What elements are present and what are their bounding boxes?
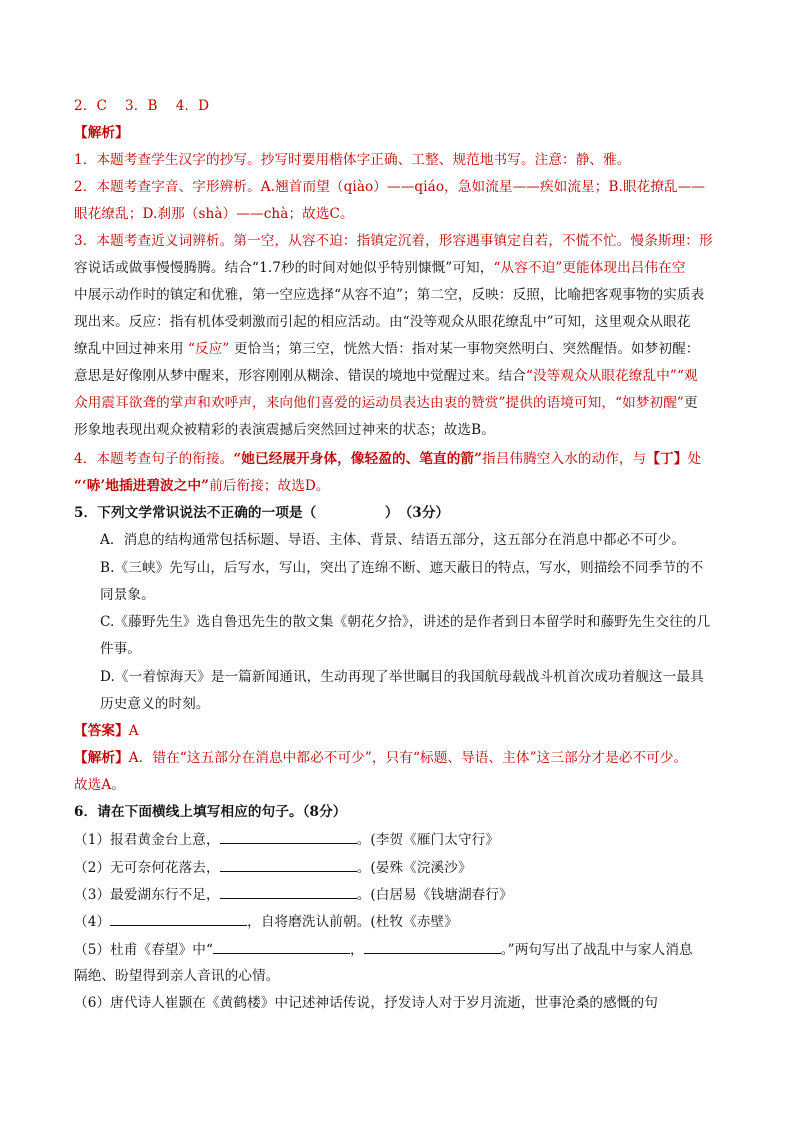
text-run: （4） [74,914,111,930]
question-6-item-2 [74,858,472,877]
analysis-label: 【解析】 [74,125,129,141]
text-run-red: 前后衔接；故选D。 [209,478,330,494]
question-5-option-a: A．消息的结构通常包括标题、导语、主体、背景、结语五部分，这五部分在消息中都必不可少。 [100,532,686,548]
answer-blank[interactable] [220,885,357,899]
text-run-red: 4．本题考查句子的衔接。 [74,451,234,467]
answer-blank[interactable] [364,940,501,954]
analysis-item-3-line6 [74,367,698,385]
analysis-item-3-line4: 现出来。反应：指有机体受刺激而引起的相应活动。由“没等观众从眼花缭乱中”可知，这里观众从眼花 [74,314,691,330]
text-run-red: “反应” [187,341,230,357]
text-run: 。(李贺《雁门太守行》 [356,832,500,848]
question-6-item-5-line2: 隔绝、盼望得到亲人音讯的心情。 [74,968,280,984]
answer-blank[interactable] [110,912,247,926]
question-5-option-b-line1: B.《三峡》先写山，后写水，写山，突出了连绵不断、遮天蔽日的特点，写水，则描绘不同季节的不 [100,560,704,576]
analysis-item-3-line3: 中展示动作时的镇定和优雅，第一空应选择“从容不迫”；第二空，反映：反照，比喻把客观事物的实质表 [74,287,705,303]
text-run: 。(白居易《钱塘湖春行》 [356,887,513,903]
text-run-red: A．错在“这五部分在消息中都必不可少”，只有“标题、导语、主体”这三部分才是必不可少。 [128,750,688,766]
text-run: 意思是好像刚从梦中醒来，形容刚刚从糊涂、错误的境地中觉醒过来。结合 [74,368,526,384]
analysis-item-3-line8: 形象地表现出观众被精彩的表演震撼后突然回过神来的状态；故选B。 [74,422,495,438]
analysis-item-4-line1 [74,450,701,468]
answer-blank[interactable] [213,940,350,954]
analysis-item-3-line2 [74,259,686,277]
text-run: （1）报君黄金台上意， [74,832,220,848]
text-run-red: 指吕伟腾空入水的动作，与 [482,451,647,467]
answer-value: A [128,723,139,739]
question-6-item-4 [74,912,458,931]
answer-label: 【答案】 [74,723,129,739]
text-run-red-bold: “‘哧’地插进碧波之中” [74,478,210,494]
analysis-item-3-line1: 3．本题考查近义词辨析。第一空，从容不迫：指镇定沉着，形容遇事镇定自若，不慌不忙。慢条斯理：形 [74,233,713,249]
text-run: ， [350,942,364,958]
question-6-item-6-line1: （6）唐代诗人崔颢在《黄鹤楼》中记述神话传说，抒发诗人对于岁月流逝，世事沧桑的感慨的句 [74,995,658,1011]
text-run: 缭乱中回过神来用 [74,341,184,357]
answer-blank[interactable] [220,858,357,872]
answer-key-2-4: 2．C 3．B 4．D [74,98,210,114]
question-5-option-d-line2: 历史意义的时刻。 [100,696,210,712]
question-5-option-d-line1: D.《一着惊海天》是一篇新闻通讯，生动再现了举世瞩目的我国航母载战斗机首次成功着舰这一最具 [100,669,704,685]
answer-blank[interactable] [220,830,357,844]
text-run: 更 [683,395,698,411]
question-5-answer [74,722,139,740]
text-run: 。”两句写出了战乱中与家人消息 [500,942,693,958]
text-run: （3）最爱湖东行不足， [74,887,220,903]
text-run: 更恰当；第三空，恍然大悟：指对某一事物突然明白、突然醒悟。如梦初醒： [233,341,700,357]
question-5-analysis-line2: 故选A。 [74,777,125,793]
text-run-red-bold: 【丁】 [646,451,688,467]
analysis-item-4-line2 [74,477,330,495]
text-run: ，自将磨洗认前朝。(杜牧《赤壁》 [247,914,458,930]
question-5-option-c-line1: C.《藤野先生》选自鲁迅先生的散文集《朝花夕拾》，讲述的是作者到日本留学时和藤野先生交往的几 [100,614,711,630]
text-run-red: “从容不迫”更能体现出吕伟在空 [493,260,686,276]
text-run-red-bold: “她已经展开身体，像轻盈的、笔直的箭” [233,451,483,467]
analysis-item-3-line7 [74,394,698,412]
analysis-item-1: 1．本题考查学生汉字的抄写。抄写时要用楷体字正确、工整、规范地书写。注意：静、雅。 [74,152,631,168]
text-run-red: “没等观众从眼花缭乱中”“观 [525,368,698,384]
analysis-item-2-line1: 2．本题考查字音、字形辨析。A.翘首而望（qiào）——qiáo，急如流星——疾如流星；B.眼花撩乱—— [74,179,706,195]
analysis-item-3-line5 [74,340,700,358]
question-5-analysis-line1 [74,749,687,767]
text-run: （2）无可奈何花落去， [74,860,220,876]
text-run: 容说话或做事慢慢腾腾。结合“1.7秒的时间对她似乎特别慷慨”可知， [74,260,494,276]
analysis-item-2-line2: 眼花缭乱；D.刹那（shà）——chà；故选C。 [74,206,354,222]
question-6-item-1 [74,830,499,849]
text-run-red: 众用震耳欲聋的掌声和欢呼声，来向他们喜爱的运动员表达由衷的赞赏”提供的语境可知， [74,395,616,411]
text-run: 。(晏殊《浣溪沙》 [356,860,472,876]
text-run: （5）杜甫《春望》中“ [74,942,214,958]
question-6-stem: 6．请在下面横线上填写相应的句子。（8分） [74,804,347,820]
question-6-item-5-line1 [74,940,693,959]
question-5-stem: 5．下列文学常识说法不正确的一项是（ ） （3分） [74,505,450,521]
question-5-option-b-line2: 同景象。 [100,587,155,603]
text-run-red: “如梦初醒” [615,395,684,411]
text-run-red: 处 [687,451,702,467]
question-5-option-c-line2: 件事。 [100,641,142,657]
question-6-item-3 [74,885,513,904]
analysis-label: 【解析】 [74,750,129,766]
